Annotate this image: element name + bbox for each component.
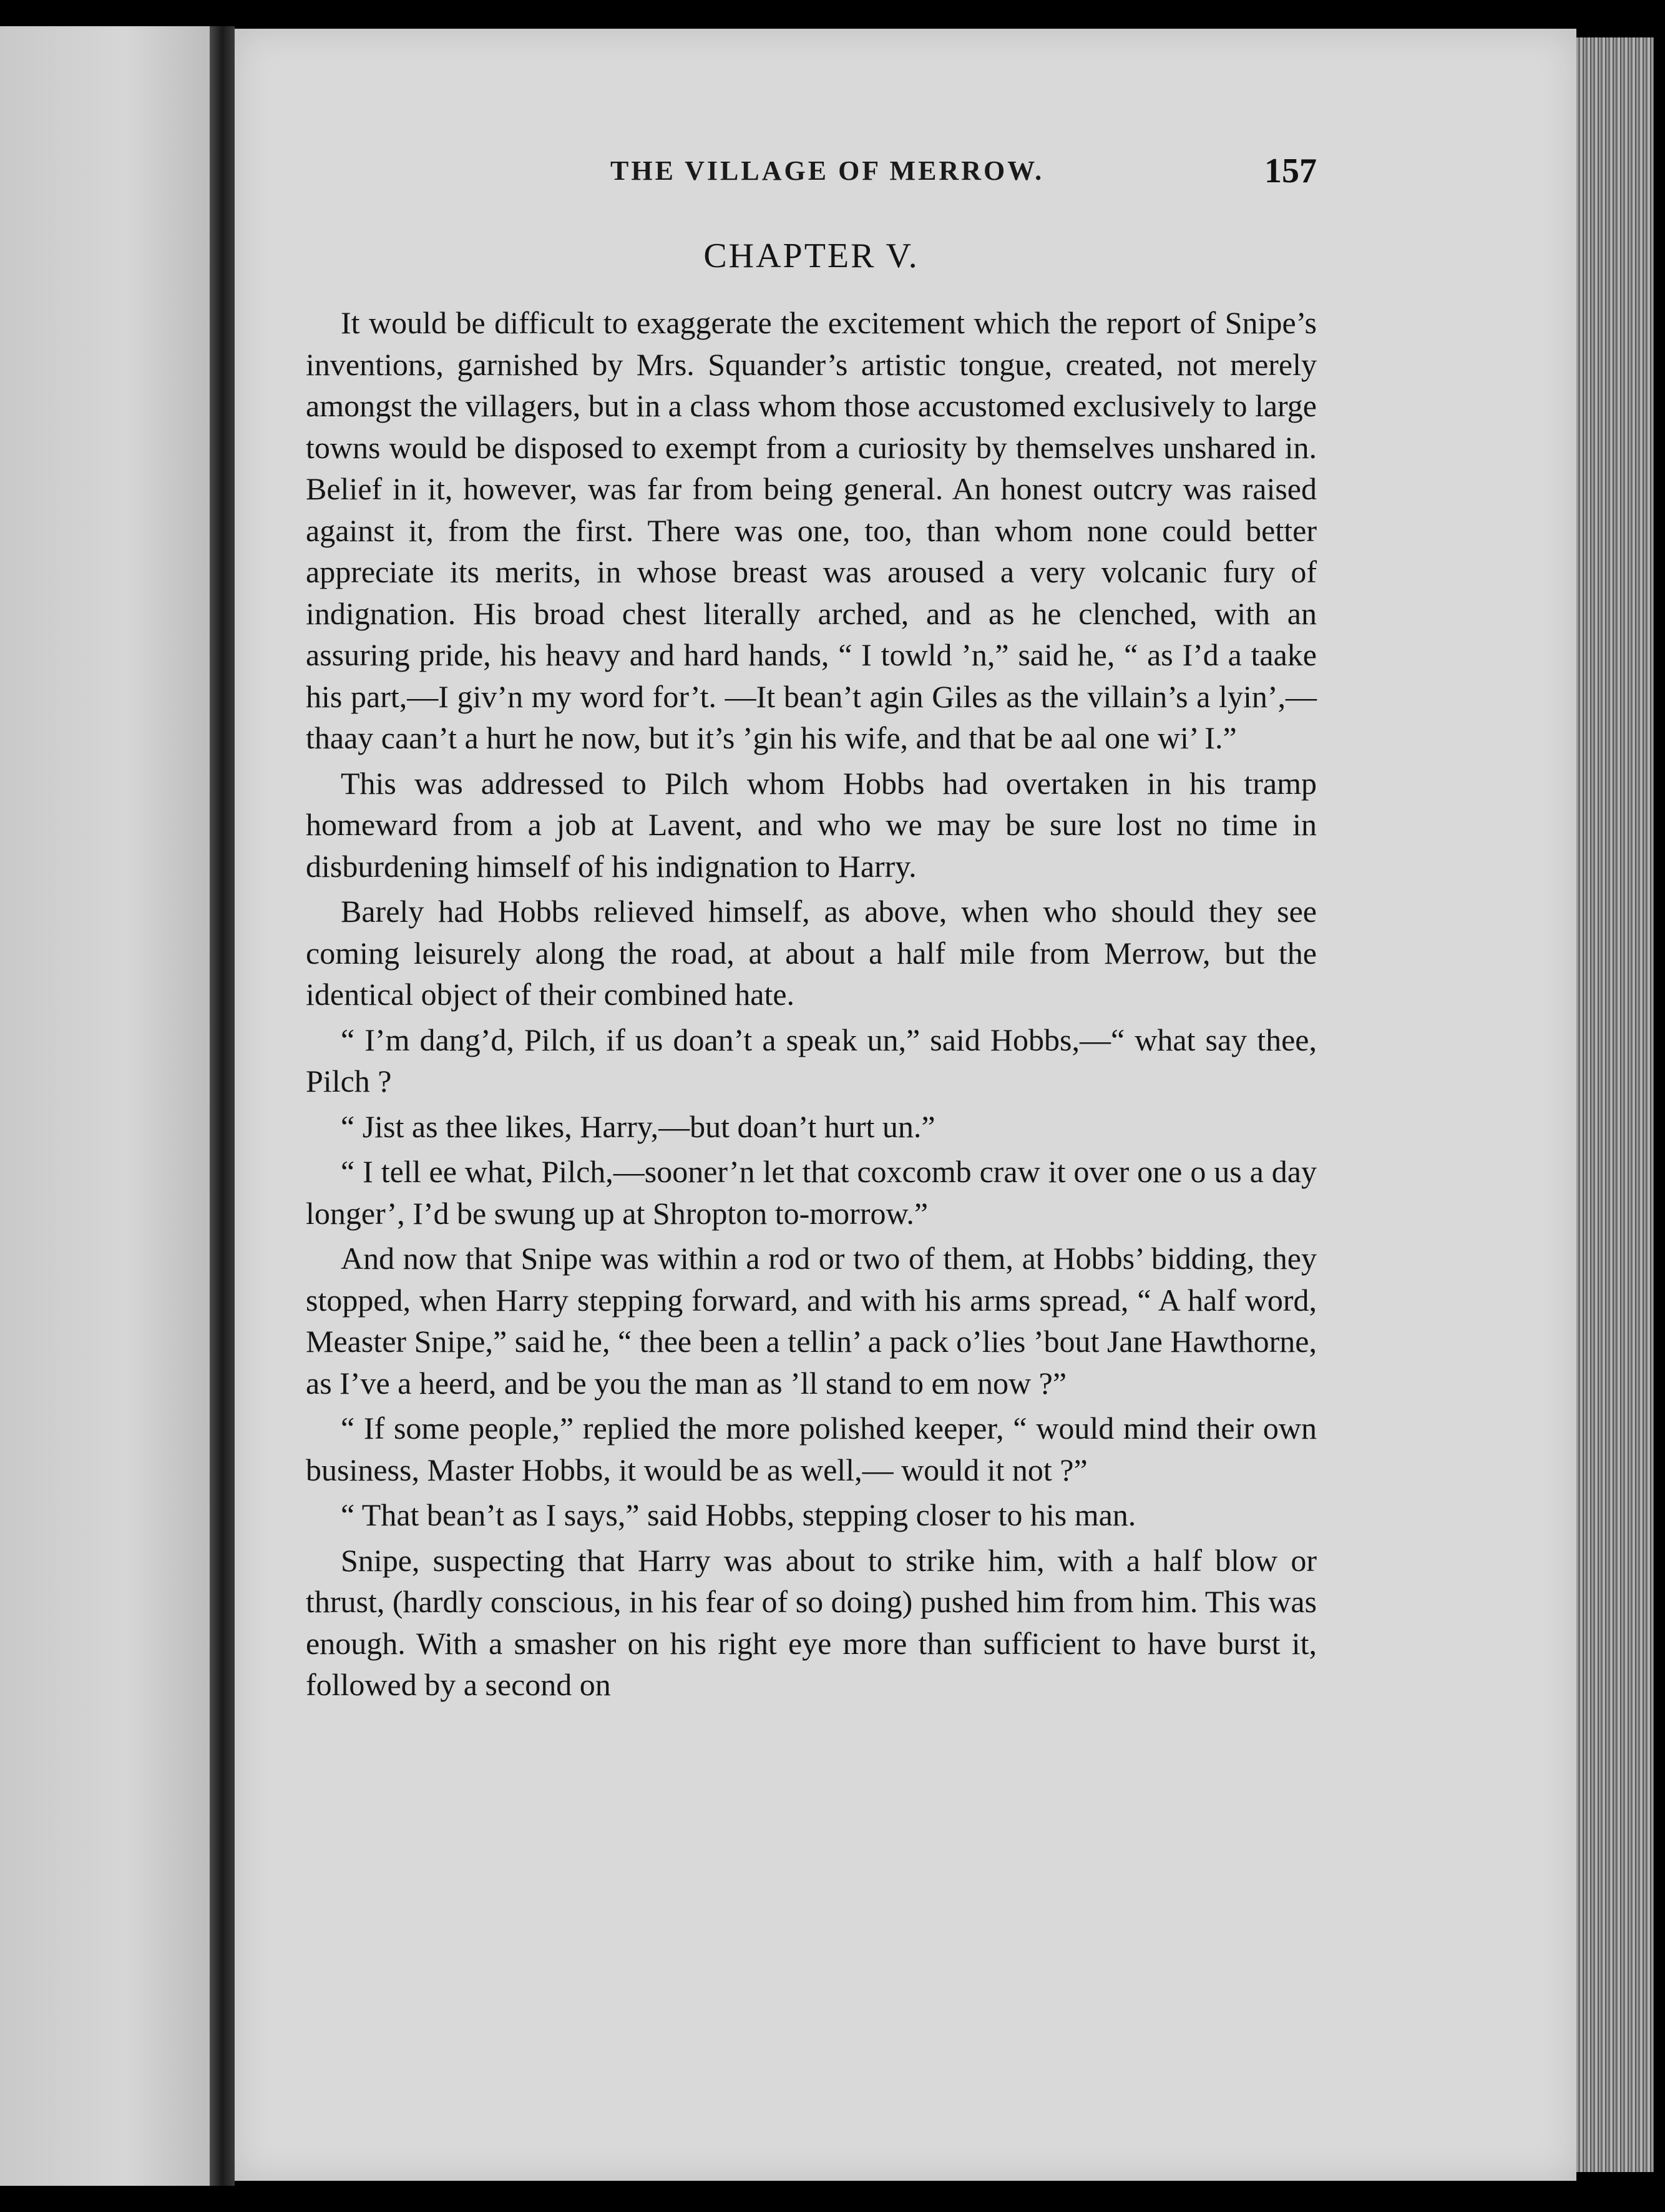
paragraph: Barely had Hobbs relieved himself, as above, when who should they see coming leisurely along the road, at about a half mile from Merrow, but the identical object of their combined hate. [306,894,1317,1012]
paragraph: “ I tell ee what, Pilch,—sooner’n let that coxcomb craw it over one o us a day longer’, I’d be swung up at Shropton to-morrow.” [306,1154,1317,1231]
facing-page-edge [0,26,210,2186]
page-number: 157 [1264,152,1317,190]
paragraph: “ That bean’t as I says,” said Hobbs, stepping closer to his man. [341,1497,1136,1532]
paragraph: And now that Snipe was within a rod or two of them, at Hobbs’ bidding, they stopped, when Harry stepping forward, and with his arms spread, “ A half word, Measter Snipe,” said he, “ thee been a tellin’ a pack o’lies ’bout Jane Hawthorne, as I’ve a heerd, and be you the man as ’ll stand to em now ?” [306,1241,1317,1401]
paragraph: “ I’m dang’d, Pilch, if us doan’t a speak un,” said Hobbs,—“ what say thee, Pilch ? [306,1022,1317,1099]
page-edges [1576,37,1654,2172]
running-head [306,152,1317,198]
paragraph: It would be difficult to exaggerate the excitement which the report of Snipe’s inventions, garnished by Mrs. Squander’s artistic tongue, created, not merely amongst the villagers, but in a class whom those accustomed exclusively to large towns would be disposed to exempt from a curiosity by themselves unshared in. Belief in it, however, was far from being general. An honest outcry was raised against it, from the first. There was one, too, than whom none could better appreciate its merits, in whose breast was aroused a very volcanic fury of indignation. His broad chest literally arched, and as he clenched, with an assuring pride, his heavy and hard hands, “ I towld ’n,” said he, “ as I’d a taake his part,—I giv’n my word for’t. —It bean’t agin Giles as the villain’s a lyin’,—thaay caan’t a hurt he now, but it’s ’gin his wife, and that be aal one wi’ I.” [306,305,1317,755]
paragraph: “ Jist as thee likes, Harry,—but doan’t hurt un.” [341,1108,935,1144]
chapter-title: CHAPTER V. [703,237,919,275]
paragraph: Snipe, suspecting that Harry was about to strike him, with a half blow or thrust, (hardly conscious, in his fear of so doing) pushed him from him. This was enough. With a smasher on his right eye more than sufficient to have burst it, followed by a second on [306,1542,1317,1702]
paragraph: This was addressed to Pilch whom Hobbs had overtaken in his tramp homeward from a job at Lavent, and who we may be sure lost no time in disburdening himself of his indignation to Harry. [306,765,1317,884]
running-head-title: THE VILLAGE OF MERROW. [610,155,1045,186]
paragraph: “ If some people,” replied the more polished keeper, “ would mind their own business, Master Hobbs, it would be as well,— would it not ?” [306,1411,1317,1487]
body-text [306,302,1317,1710]
book-gutter [210,26,235,2186]
